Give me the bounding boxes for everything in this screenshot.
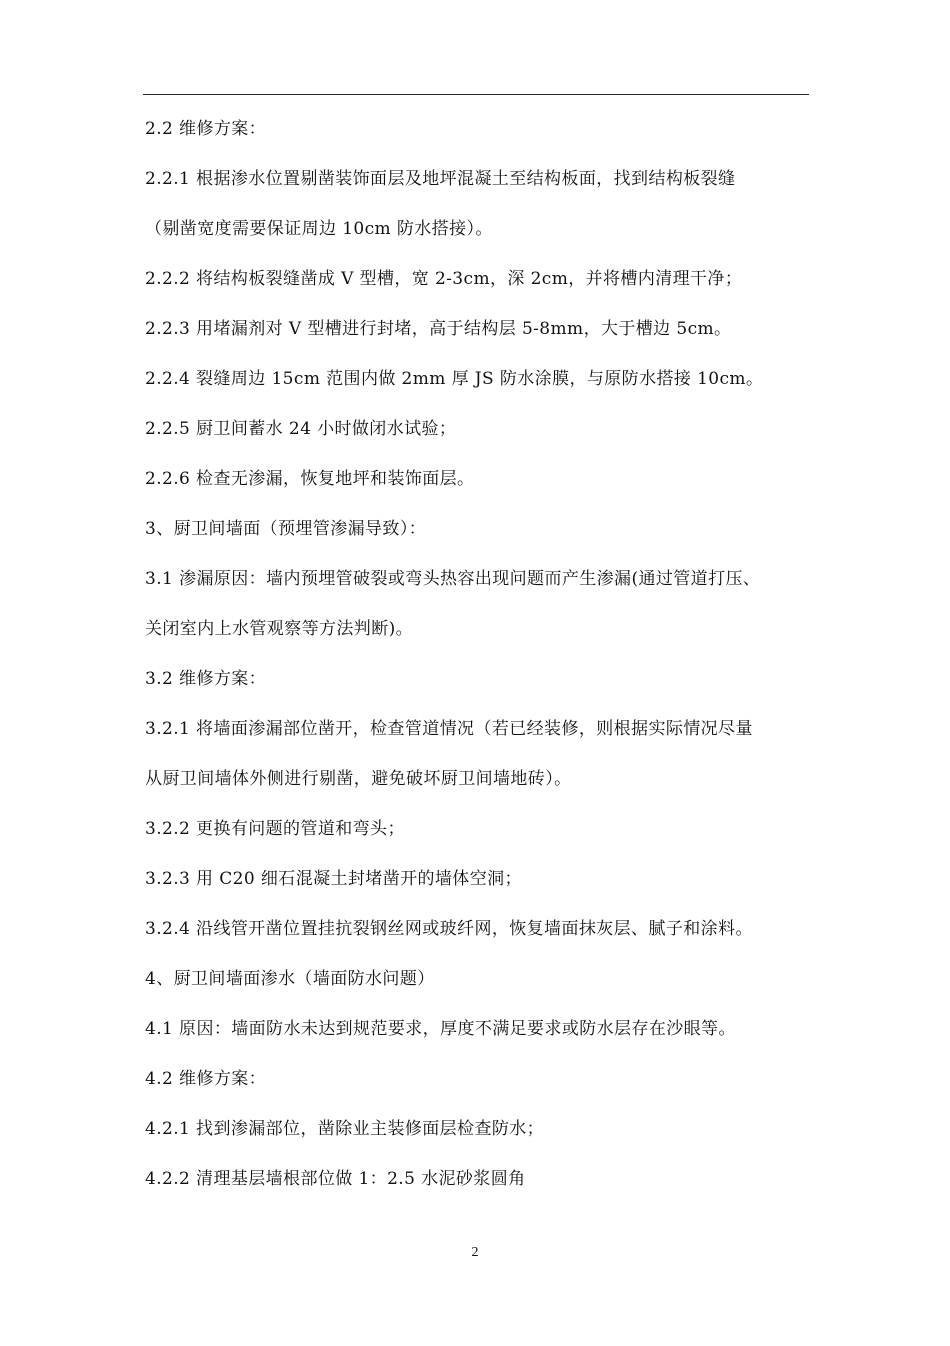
paragraph-line: 2.2.4 裂缝周边 15cm 范围内做 2mm 厚 JS 防水涂膜，与原防水搭接 10cm。 <box>145 369 764 389</box>
paragraph-line: 4.1 原因：墙面防水未达到规范要求，厚度不满足要求或防水层存在沙眼等。 <box>145 1019 736 1039</box>
paragraph-line: 3.1 渗漏原因：墙内预埋管破裂或弯头热容出现问题而产生渗漏(通过管道打压、 <box>145 569 761 589</box>
paragraph-line: 3.2.3 用 C20 细石混凝土封堵凿开的墙体空洞； <box>145 869 522 889</box>
section-heading: 2.2 维修方案： <box>145 119 267 139</box>
paragraph-line: 2.2.1 根据渗水位置剔凿装饰面层及地坪混凝土至结构板面，找到结构板裂缝 <box>145 169 736 189</box>
paragraph-line: 2.2.6 检查无渗漏，恢复地坪和装饰面层。 <box>145 469 475 489</box>
paragraph-line: 3.2.2 更换有问题的管道和弯头； <box>145 819 405 839</box>
paragraph-line: 2.2.2 将结构板裂缝凿成 V 型槽，宽 2-3cm，深 2cm，并将槽内清理干净； <box>145 269 743 289</box>
paragraph-line: 从厨卫间墙体外侧进行剔凿，避免破坏厨卫间墙地砖）。 <box>145 769 572 789</box>
header-rule <box>143 94 809 95</box>
paragraph-line: 关闭室内上水管观察等方法判断)。 <box>145 619 414 639</box>
paragraph-line: 3.2.1 将墙面渗漏部位凿开，检查管道情况（若已经装修，则根据实际情况尽量 <box>145 719 753 739</box>
paragraph-line: 2.2.3 用堵漏剂对 V 型槽进行封堵，高于结构层 5-8mm，大于槽边 5cm。 <box>145 319 732 339</box>
section-heading: 3.2 维修方案： <box>145 669 267 689</box>
page-number: 2 <box>471 1245 479 1260</box>
section-heading: 4、厨卫间墙面渗水（墙面防水问题） <box>145 969 435 989</box>
paragraph-line: 4.2.1 找到渗漏部位，凿除业主装修面层检查防水； <box>145 1119 545 1139</box>
paragraph-line: 3.2.4 沿线管开凿位置挂抗裂钢丝网或玻纤网，恢复墙面抹灰层、腻子和涂料。 <box>145 919 753 939</box>
paragraph-line: 4.2.2 清理基层墙根部位做 1：2.5 水泥砂浆圆角 <box>145 1169 526 1189</box>
paragraph-line: 2.2.5 厨卫间蓄水 24 小时做闭水试验； <box>145 419 457 439</box>
section-heading: 4.2 维修方案： <box>145 1069 267 1089</box>
section-heading: 3、厨卫间墙面（预埋管渗漏导致）： <box>145 519 427 539</box>
paragraph-line: （剔凿宽度需要保证周边 10cm 防水搭接）。 <box>145 219 493 239</box>
